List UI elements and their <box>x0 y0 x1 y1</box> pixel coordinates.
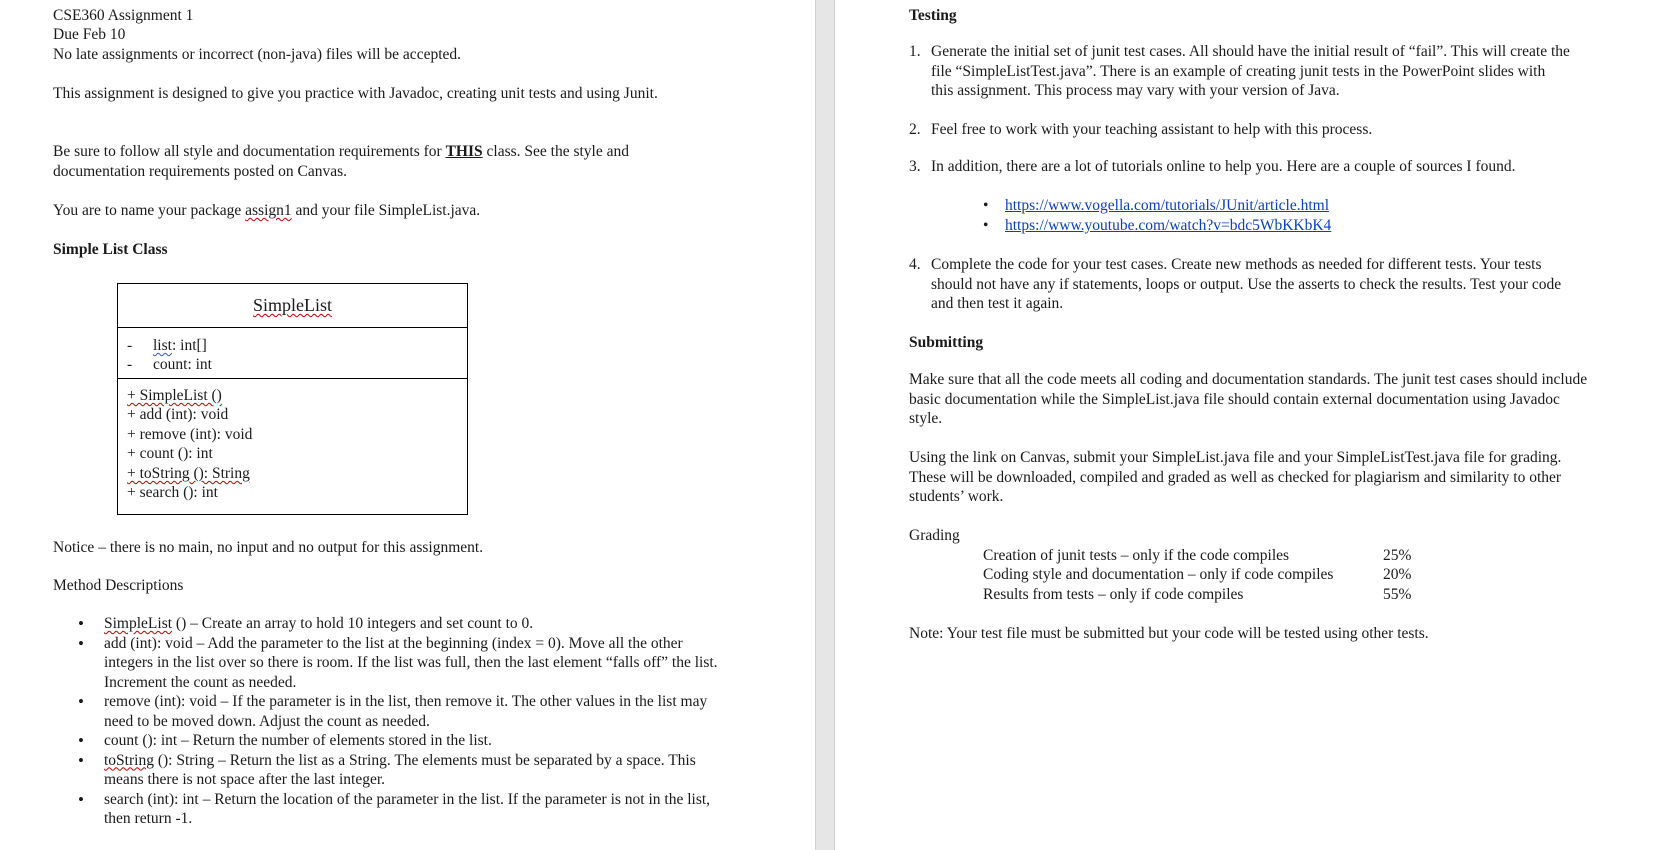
list-item: • count (): int – Return the number of elements stored in the list. <box>78 731 728 751</box>
method-description-list <box>78 614 728 829</box>
method-heading: Method Descriptions <box>53 577 184 594</box>
uml-class-diagram <box>117 283 468 515</box>
grading-row: Coding style and documentation – only if code compiles 20% <box>983 566 1412 583</box>
intro-paragraph: This assignment is designed to give you practice with Javadoc, creating unit tests and using Junit. <box>53 85 658 102</box>
uml-class-name: SimpleList <box>118 284 467 328</box>
grading-row: Creation of junit tests – only if the code compiles 25% <box>983 547 1412 564</box>
link-item <box>1005 196 1329 216</box>
uml-fields <box>118 328 467 379</box>
submit-paragraph-2: Using the link on Canvas, submit your SimpleList.java file and your SimpleListTest.java file for grading. These will be downloaded, compiled and graded as well as checked for plagiarism and similarity to other students’ work. <box>909 449 1562 505</box>
grading-row: Results from tests – only if code compiles 55% <box>983 586 1412 603</box>
header-policy: No late assignments or incorrect (non-java) files will be accepted. <box>53 46 462 63</box>
list-item: 4. Complete the code for your test cases. Create new methods as needed for different tests. Your tests should not have any if statements, loops or output. Use the asserts to check the results. Test your code and then test it again. <box>909 256 1562 312</box>
style-paragraph: Be sure to follow all style and documentation requirements for THIS class. See the style and documentation requirements posted on Canvas. <box>53 143 629 180</box>
header-course: CSE360 Assignment 1 <box>53 7 194 24</box>
submitting-title: Submitting <box>909 334 984 351</box>
list-item: • remove (int): void – If the parameter is in the list, then remove it. The other values in the list may need to be moved down. Adjust the count as needed. <box>78 692 728 731</box>
list-item: • SimpleList () – Create an array to hold 10 integers and set count to 0. <box>78 614 728 634</box>
list-item: • add (int): void – Add the parameter to the list at the beginning (index = 0). Move all the other integers in the list over so there is room. If the list was full, then the last element “falls off” the list. Increment the count as needed. <box>78 634 728 693</box>
uml-method: + SimpleList () <box>127 387 222 404</box>
submit-paragraph-1: Make sure that all the code meets all coding and documentation standards. The junit test cases should include basic documentation while the SimpleList.java file should contain external documentation using Javadoc style. <box>909 371 1588 427</box>
list-item: • toString (): String – Return the list as a String. The elements must be separated by a space. This means there is not space after the last integer. <box>78 751 728 790</box>
list-item: • search (int): int – Return the location of the parameter in the list. If the parameter is not in the list, then return -1. <box>78 790 728 829</box>
uml-field: - count: int <box>127 356 212 373</box>
uml-method: + search (): int <box>127 484 218 501</box>
emphasis-this: THIS <box>445 143 483 160</box>
note-text: Note: Your test file must be submitted but your code will be tested using other tests. <box>909 625 1429 642</box>
link-item <box>1005 216 1331 236</box>
youtube-link[interactable]: https://www.youtube.com/watch?v=bdc5WbKKbK4 <box>1005 217 1332 234</box>
uml-method: + add (int): void <box>127 406 229 423</box>
header-due: Due Feb 10 <box>53 26 126 43</box>
notice-text: Notice – there is no main, no input and no output for this assignment. <box>53 539 484 556</box>
uml-method: + toString (): String <box>127 465 250 482</box>
package-paragraph: You are to name your package assign1 and your file SimpleList.java. <box>53 202 481 219</box>
list-item: 1. Generate the initial set of junit test cases. All should have the initial result of “fail”. This will create the file “SimpleListTest.java”. There is an example of creating junit tests in the PowerPoint slides with this assignment. This process may vary with your version of Java. <box>909 43 1570 99</box>
page-gutter <box>815 0 835 850</box>
vogella-link[interactable]: https://www.vogella.com/tutorials/JUnit/article.html <box>1005 197 1330 214</box>
uml-method: + count (): int <box>127 445 213 462</box>
uml-method: + remove (int): void <box>127 426 253 443</box>
testing-title: Testing <box>909 7 957 24</box>
uml-methods <box>118 379 467 514</box>
uml-field: - list: int[] <box>127 337 207 354</box>
grading-title: Grading <box>909 527 960 544</box>
list-item: 2. Feel free to work with your teaching assistant to help with this process. <box>909 121 1373 138</box>
list-item: 3. In addition, there are a lot of tutorials online to help you. Here are a couple of sources I found. <box>909 158 1516 175</box>
section-title: Simple List Class <box>53 241 168 258</box>
